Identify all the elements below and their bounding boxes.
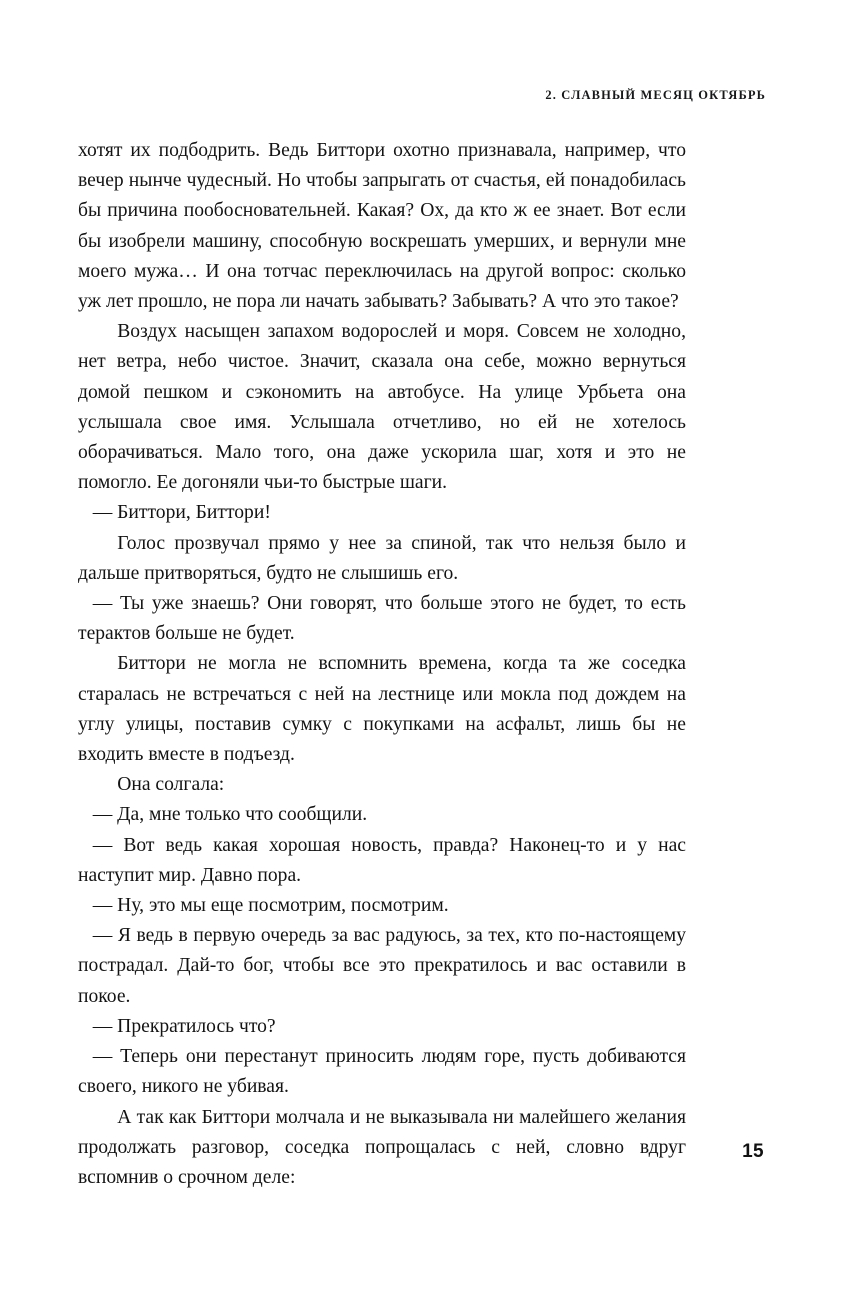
paragraph: А так как Биттори молчала и не выказывала ни малейшего желания продолжать разговор, соседка попрощалась с ней, словно вдруг вспомнив о срочном деле:	[78, 1106, 686, 1188]
paragraph: — Вот ведь какая хорошая новость, правда? Наконец-то и у нас наступит мир. Давно пора.	[78, 834, 686, 886]
paragraph: Воздух насыщен запахом водорослей и моря. Совсем не холодно, нет ветра, небо чистое. Значит, сказала она себе, можно вернуться домой пешком и сэкономить на автобусе. На улице Урбьета она услышала свое имя. Услышала отчетливо, но ей не хотелось оборачиваться. Мало того, она даже ускорила шаг, хотя и это не помогло. Ее догоняли чьи-то быстрые шаги.	[78, 321, 686, 494]
paragraph: — Теперь они перестанут приносить людям горе, пусть добиваются своего, никого не убивая.	[78, 1046, 686, 1098]
paragraph: — Да, мне только что сообщили.	[92, 804, 368, 826]
paragraph: — Ну, это мы еще посмотрим, посмотрим.	[92, 895, 449, 917]
paragraph: Биттори не могла не вспомнить времена, когда та же соседка старалась не встречаться с ней на лестнице или мокла под дождем на углу улицы, поставив сумку с покупками на асфальт, лишь бы не входить вместе в подъезд.	[78, 653, 686, 766]
paragraph: — Прекратилось что?	[92, 1015, 276, 1037]
running-head: 2. СЛАВНЫЙ МЕСЯЦ ОКТЯБРЬ	[545, 88, 766, 102]
paragraph: Голос прозвучал прямо у нее за спиной, так что нельзя было и дальше притворяться, будто не слышишь его.	[78, 532, 686, 584]
paragraph: — Я ведь в первую очередь за вас радуюсь, за тех, кто по-настоящему пострадал. Дай-то бог, чтобы все это прекратилось и вас оставили в покое.	[78, 925, 686, 1007]
paragraph: хотят их подбодрить. Ведь Биттори охотно признавала, например, что вечер нынче чудесный. Но чтобы запрыгать от счастья, ей понадобилась бы причина пообосновательней. Какая? Ох, да кто ж ее знает. Вот если бы изобрели машину, способную воскрешать умерших, и вернули мне моего мужа… И она тотчас переключилась на другой вопрос: сколько уж лет прошло, не пора ли начать забывать? Забывать? А что это такое?	[78, 140, 686, 313]
body-text	[78, 136, 686, 1193]
page-number: 15	[742, 1141, 764, 1162]
paragraph: — Биттори, Биттори!	[92, 502, 271, 524]
paragraph: — Ты уже знаешь? Они говорят, что больше этого не будет, то есть терактов больше не будет.	[78, 593, 686, 645]
paragraph: Она солгала:	[117, 774, 225, 796]
